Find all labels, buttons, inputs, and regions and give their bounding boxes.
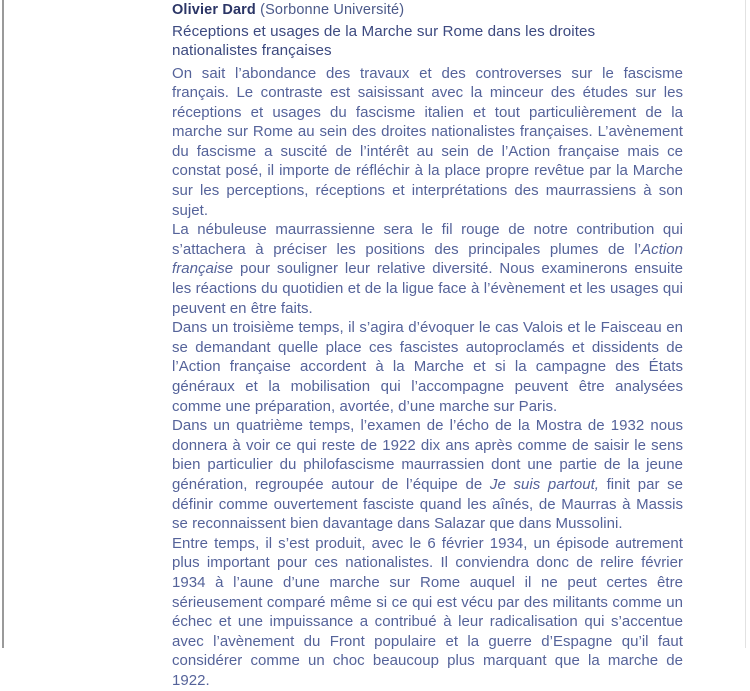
page-rule-left xyxy=(2,0,4,648)
abstract-paragraph: La nébuleuse maurrassienne sera le fil rouge de notre contribution qui s’attachera à préciser les positions des principales plumes de l’Action française pour souligner leur relative diversité. Nous examinerons ensuite les réactions du quotidien et de la ligue face à l’évènement et les usages qui peuvent en être faits. xyxy=(172,221,683,317)
emphasis-text: Je suis partout, xyxy=(489,475,599,493)
author-affiliation: (Sorbonne Université) xyxy=(260,2,405,18)
abstract-page xyxy=(172,0,683,691)
abstract-paragraph: Dans un quatrième temps, l’examen de l’écho de la Mostra de 1932 nous donnera à voir ce qui reste de 1922 dix ans après comme de saisir le sens bien particulier du philofascisme maurrassien dont une partie de la jeune génération, regroupée autour de l’équipe de Je suis partout, finit par se définir comme ouvertement fasciste quand les aînés, de Maurras à Massis se reconnaissent bien davantage dans Salazar que dans Mussolini. xyxy=(172,417,683,533)
abstract-paragraph: Entre temps, il s’est produit, avec le 6 février 1934, un épisode autrement plus important pour ces nationalistes. Il conviendra donc de relire février 1934 à l’aune d’une marche sur Rome auquel il ne peut certes être sérieusement comparé même si ce qui est vécu par des militants comme un échec et une impuissance a contribué à leur radicalisation qui s’accentue avec l’avènement du Front populaire et la guerre d’Espagne qu’il faut considérer comme un choc beaucoup plus marquant que la marche de 1922. xyxy=(172,534,683,689)
abstract-paragraph: Dans un troisième temps, il s’agira d’évoquer le cas Valois et le Faisceau en se demandant quelle place ces fascistes autoproclamés et dissidents de l’Action française accordent à la Marche et si la campagne des États généraux et la mobilisation qui l’accompagne peuvent être analysées comme une préparation, avortée, d’une marche sur Paris. xyxy=(172,319,683,415)
author-name: Olivier Dard xyxy=(172,2,256,18)
article-title: Réceptions et usages de la Marche sur Rome dans les droites nationalistes françaises xyxy=(172,22,596,59)
author-line xyxy=(172,0,683,21)
page-rule-right xyxy=(745,0,746,648)
abstract-paragraph: On sait l’abondance des travaux et des controverses sur le fascisme français. Le contraste est saisissant avec la minceur des études sur les réceptions et usages du fascisme italien et tout particulièrement de la marche sur Rome au sein des droites nationalistes françaises. L’avènement du fascisme a suscité de l’intérêt au sein de l’Action française mais ce constat posé, il importe de réfléchir à la place propre revêtue par la Marche sur les perceptions, réceptions et interprétations des maurrassiens à son sujet. xyxy=(172,64,683,219)
emphasis-text: Action française xyxy=(172,240,683,278)
abstract-body xyxy=(172,61,683,691)
